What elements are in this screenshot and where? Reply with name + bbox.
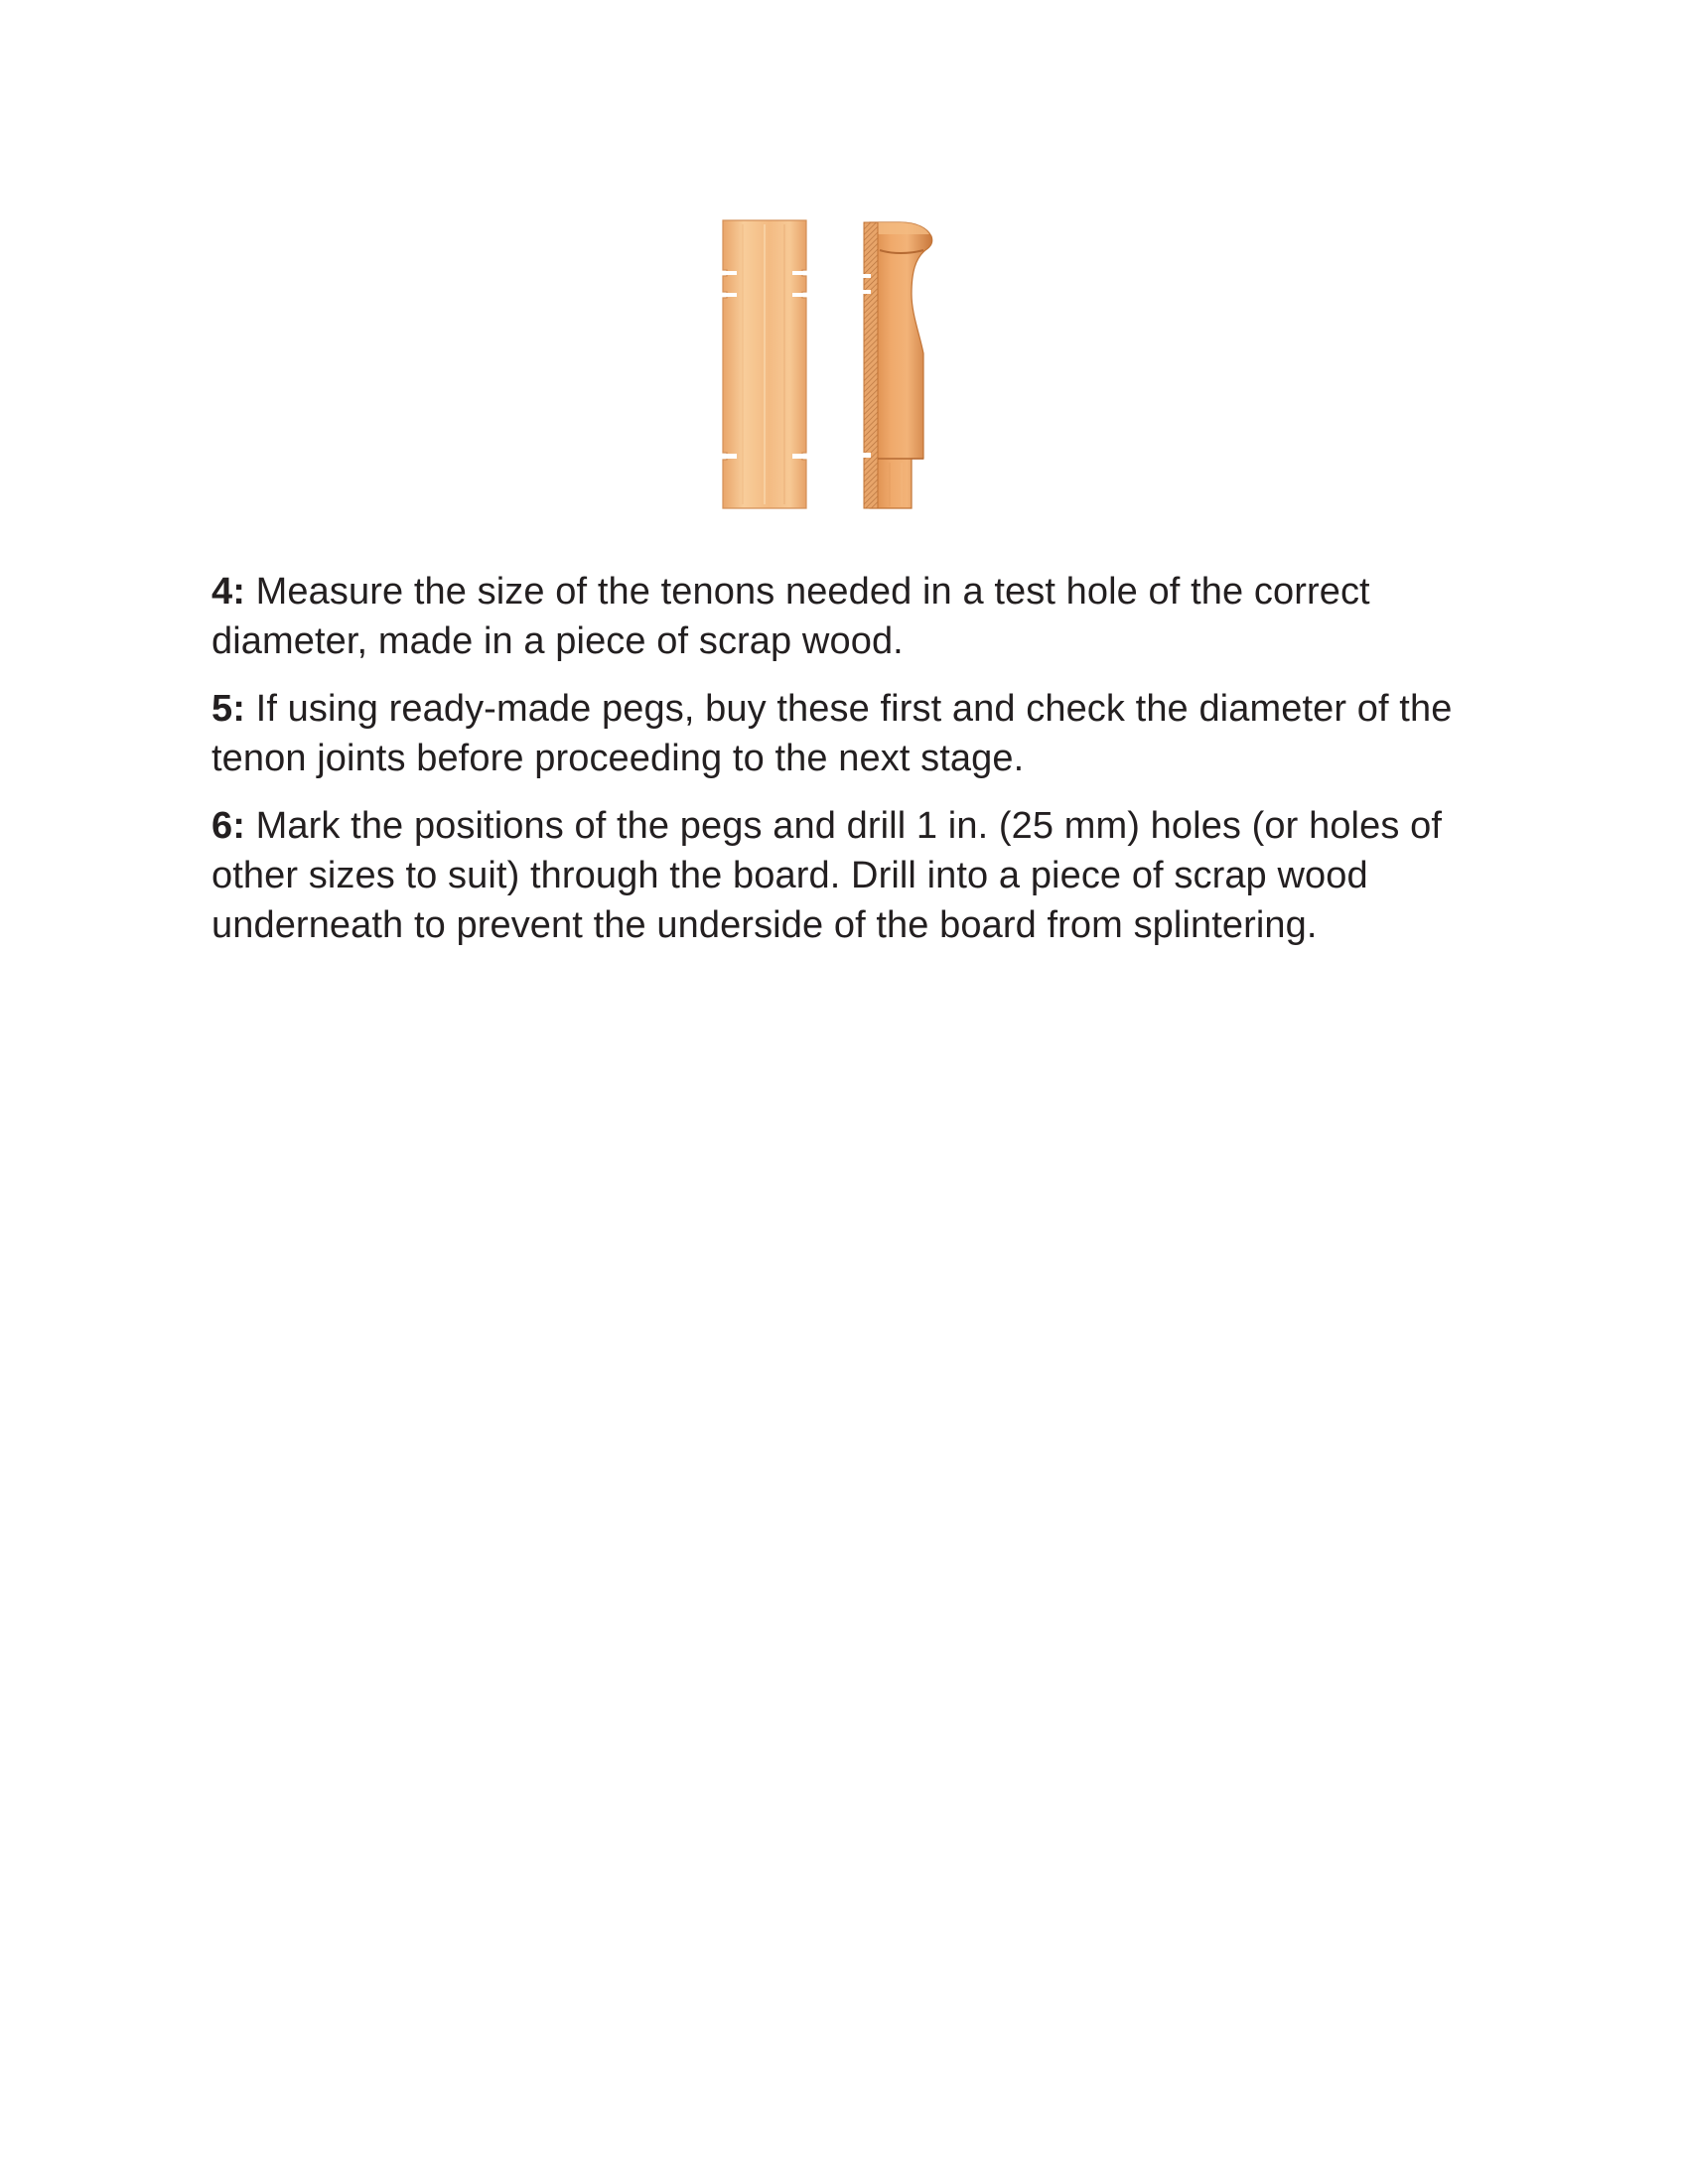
flat-peg-drawing bbox=[721, 220, 808, 508]
step-6 bbox=[211, 801, 1512, 950]
step-text: Measure the size of the tenons needed in a test hole of the correct diameter, made in a piece of scrap wood. bbox=[211, 571, 1370, 662]
step-number: 6: bbox=[211, 805, 245, 847]
step-number: 4: bbox=[211, 571, 245, 613]
turned-peg-drawing bbox=[861, 222, 932, 508]
step-4 bbox=[211, 567, 1512, 666]
wooden-peg-tenon-icon bbox=[721, 214, 971, 514]
step-5 bbox=[211, 684, 1512, 783]
step-text: Mark the positions of the pegs and drill 1 in. (25 mm) holes (or holes of other sizes to suit) through the board. Drill into a piece of scrap wood underneath to prevent the underside of the board from splintering. bbox=[211, 805, 1442, 946]
peg-tenon-illustration bbox=[721, 214, 971, 514]
step-text: If using ready-made pegs, buy these first and check the diameter of the tenon joints before proceeding to the next stage. bbox=[211, 688, 1453, 779]
instructions bbox=[211, 567, 1512, 968]
step-number: 5: bbox=[211, 688, 245, 730]
